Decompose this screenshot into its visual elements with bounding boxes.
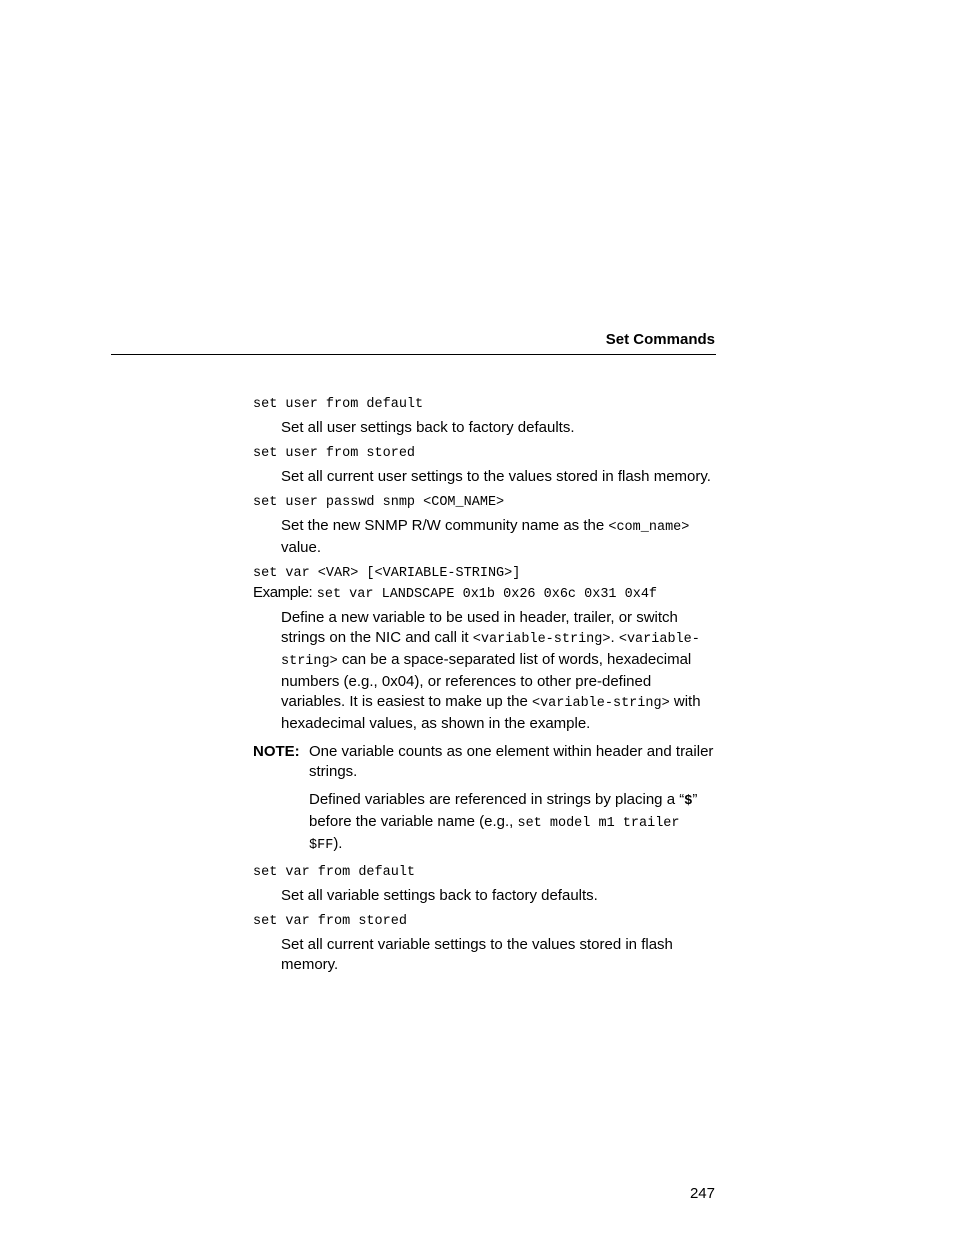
dollar-symbol: $ (684, 794, 693, 809)
description-text: . (610, 629, 619, 646)
command-description: Set all current user settings to the values stored in flash memory. (281, 468, 711, 485)
example-label: Example: (253, 584, 313, 601)
note-text: ” before the variable name (e.g., (309, 791, 698, 830)
note-paragraph (309, 790, 716, 856)
description-text: value. (281, 539, 322, 556)
example-line (253, 584, 716, 604)
description-code: <com_name> (608, 520, 690, 535)
note-body (309, 742, 716, 856)
header-rule (111, 354, 716, 355)
note-label: NOTE: (253, 743, 300, 760)
command-description: Set all current variable settings to the values stored in flash memory. (281, 936, 673, 973)
example-code: set var LANDSCAPE 0x1b 0x26 0x6c 0x31 0x4f (316, 587, 658, 602)
command-syntax: set user passwd snmp <COM_NAME> (253, 495, 505, 510)
command-syntax: set user from default (253, 397, 424, 412)
note-paragraph: One variable counts as one element within header and trailer strings. (309, 743, 714, 780)
command-description: Set all user settings back to factory defaults. (281, 419, 575, 436)
command-syntax: set var <VAR> [<VARIABLE-STRING>] (253, 566, 521, 581)
note-text: ). (333, 835, 343, 852)
command-description (281, 608, 716, 734)
command-description (281, 516, 716, 558)
description-text: Set the new SNMP R/W community name as the (281, 517, 609, 534)
command-syntax: set user from stored (253, 446, 416, 461)
description-code: <variable-string> (472, 632, 611, 647)
command-description: Set all variable settings back to factory defaults. (281, 887, 598, 904)
content (253, 396, 716, 982)
description-code: <variable-string> (281, 632, 700, 669)
page-number: 247 (689, 1185, 715, 1202)
note-text: Defined variables are referenced in strings by placing a “ (309, 791, 685, 808)
description-text: Define a new variable to be used in header, trailer, or switch strings on the NIC and call it (281, 609, 678, 646)
description-code: <variable-string> (531, 696, 670, 711)
description-text: with hexadecimal values, as shown in the example. (281, 693, 701, 732)
page-header-title: Set Commands (605, 331, 715, 348)
note-block (253, 742, 716, 856)
note-code: set model m1 trailer $FF (309, 816, 680, 853)
command-syntax: set var from stored (253, 914, 407, 929)
description-text: can be a space-separated list of words, hexadecimal numbers (e.g., 0x04), or references to other pre-defined variables. It is easiest to make up the (281, 651, 692, 710)
command-syntax: set var from default (253, 865, 416, 880)
